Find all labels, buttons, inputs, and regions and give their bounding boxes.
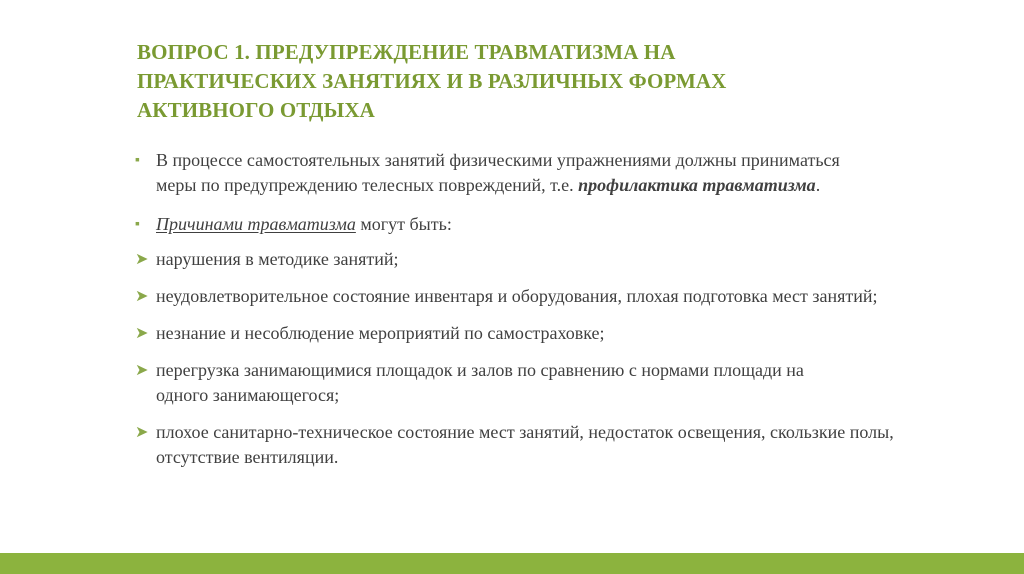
slide-content: [135, 148, 935, 482]
causes-heading: ▪ Причинами травматизма могут быть:: [135, 212, 935, 237]
list-item: ➤ незнание и несоблюдение мероприятий по самостраховке;: [135, 321, 935, 346]
emphasis-prophylaxis: профилактика травматизма: [578, 175, 816, 195]
intro-text: В процессе самостоятельных занятий физическими упражнениями должны приниматься меры по предупреждению телесных повреждений, т.е. профилактика травматизма.: [156, 150, 840, 195]
title-line-3: АКТИВНОГО ОТДЫХА: [137, 98, 375, 122]
list-item: ➤ неудовлетворительное состояние инвентаря и оборудования, плохая подготовка мест занятий;: [135, 284, 895, 309]
list-item: ➤ нарушения в методике занятий;: [135, 247, 935, 272]
footer-bar: [0, 553, 1024, 574]
check-arrow-icon: ➤: [135, 325, 149, 342]
title-line-1: ВОПРОС 1. ПРЕДУПРЕЖДЕНИЕ ТРАВМАТИЗМА НА: [137, 40, 676, 64]
square-bullet-icon: ▪: [135, 217, 140, 232]
square-bullet-icon: ▪: [135, 153, 140, 168]
intro-paragraph: [135, 148, 855, 198]
check-arrow-icon: ➤: [135, 424, 149, 441]
list-item: ➤ плохое санитарно-техническое состояние мест занятий, недостаток освещения, скользкие полы, отсутствие вентиляции.: [135, 422, 894, 467]
slide-title: [137, 38, 837, 125]
check-arrow-icon: ➤: [135, 362, 149, 379]
title-line-2: ПРАКТИЧЕСКИХ ЗАНЯТИЯХ И В РАЗЛИЧНЫХ ФОРМАХ: [137, 69, 727, 93]
list-item: ➤ перегрузка занимающимися площадок и залов по сравнению с нормами площади на одного занимающегося;: [135, 360, 804, 405]
emphasis-causes: Причинами травматизма: [156, 214, 356, 234]
check-arrow-icon: ➤: [135, 288, 149, 305]
check-arrow-icon: ➤: [135, 251, 149, 268]
